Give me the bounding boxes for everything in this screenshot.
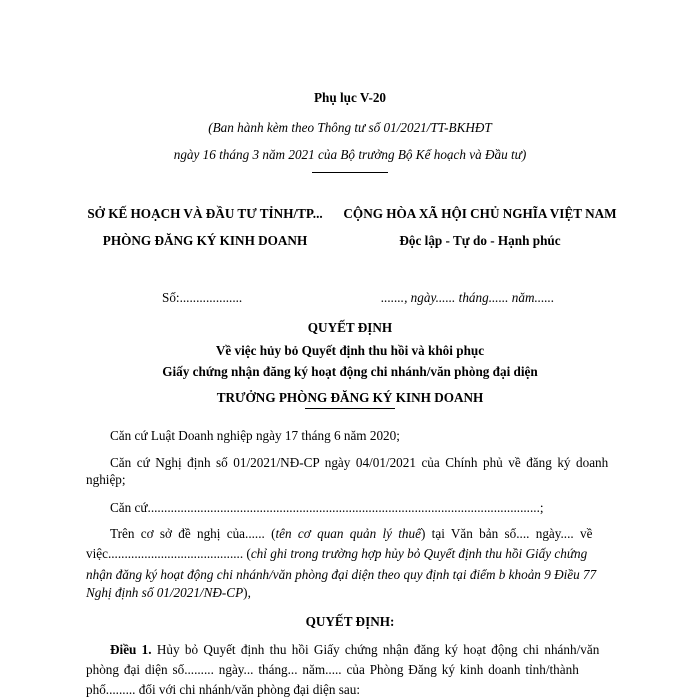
legal-basis-2-line1: Căn cứ Nghị định số 01/2021/NĐ-CP ngày 04/01/2021 của Chính phủ về đăng ký doanh [110, 455, 609, 470]
article1-label: Điều 1. [110, 642, 152, 657]
agency-name: SỞ KẾ HOẠCH VÀ ĐẦU TƯ TỈNH/TP... [87, 206, 323, 221]
proposal-line3: nhận đăng ký hoạt động chi nhánh/văn phòng đại diện theo quy định tại điểm b khoản 9 Điều 77 [86, 567, 597, 582]
proposal-line2-start: việc......................................... ( [86, 546, 251, 561]
proposal-line4 [86, 585, 251, 601]
article1-line1 [110, 642, 599, 658]
annex-divider [312, 172, 388, 173]
proposal-line1-tax-agency: tên cơ quan quản lý thuế [275, 526, 421, 541]
proposal-line2 [86, 546, 587, 562]
national-motto: Độc lập - Tự do - Hạnh phúc [399, 233, 561, 248]
decision-subject-line2: Giấy chứng nhận đăng ký hoạt động chi nhánh/văn phòng đại diện [162, 364, 538, 379]
annex-title: Phụ lục V-20 [313, 90, 387, 105]
document-date: ......., ngày...... tháng...... năm...... [381, 290, 555, 305]
proposal-line1-end: ) tại Văn bản số.... ngày.... về [420, 526, 593, 541]
legal-basis-1: Căn cứ Luật Doanh nghiệp ngày 17 tháng 6 năm 2020; [110, 428, 400, 443]
document-number: Số:................... [162, 290, 243, 305]
proposal-line4-tail: ), [243, 585, 251, 600]
annex-issued-line2: ngày 16 tháng 3 năm 2021 của Bộ trưởng Bộ Kế hoạch và Đầu tư) [173, 147, 527, 162]
proposal-line2-note: chỉ ghi trong trường hợp hủy bỏ Quyết định thu hồi Giấy chứng [250, 546, 588, 561]
article1-line3: phố......... đối với chi nhánh/văn phòng đại diện sau: [86, 682, 360, 697]
article1-line2: phòng đại diện số......... ngày... tháng... năm..... của Phòng Đăng ký kinh doanh tỉnh/thành [86, 662, 579, 677]
article1-text: Hủy bỏ Quyết định thu hồi Giấy chứng nhận đăng ký hoạt động chi nhánh/văn [151, 642, 600, 657]
office-name: PHÒNG ĐĂNG KÝ KINH DOANH [102, 233, 308, 248]
decision-subject-line1: Về việc hủy bỏ Quyết định thu hồi và khôi phục [215, 343, 485, 358]
legal-basis-3: Căn cứ.......................................................................................................................; [110, 500, 544, 515]
legal-basis-2-line2: nghiệp; [86, 472, 126, 487]
authority-divider [305, 408, 395, 409]
proposal-line1 [110, 526, 592, 542]
country-name: CỘNG HÒA XÃ HỘI CHỦ NGHĨA VIỆT NAM [343, 206, 617, 221]
annex-issued-line1: (Ban hành kèm theo Thông tư số 01/2021/TT-BKHĐT [208, 120, 492, 135]
decides-heading: QUYẾT ĐỊNH: [305, 614, 395, 629]
proposal-line1-start: Trên cơ sở đề nghị của...... ( [110, 526, 276, 541]
decision-title: QUYẾT ĐỊNH [307, 320, 393, 335]
decision-authority: TRƯỞNG PHÒNG ĐĂNG KÝ KINH DOANH [216, 390, 484, 405]
proposal-line4-decree: Nghị định số 01/2021/NĐ-CP [86, 585, 244, 600]
